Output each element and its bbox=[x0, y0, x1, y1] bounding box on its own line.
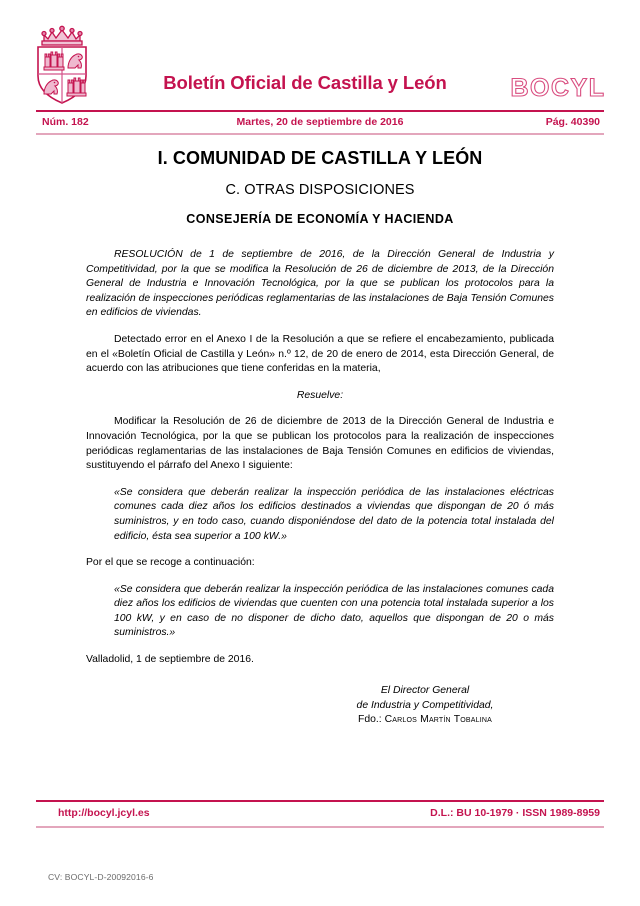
svg-text:BOCYL: BOCYL bbox=[510, 74, 606, 102]
subsection-heading: C. OTRAS DISPOSICIONES bbox=[225, 182, 415, 198]
quote-new-text: «Se considera que deberán realizar la inspección periódica de las instalaciones comunes cada diez años los edificios de viviendas que cuenten con una potencia total instalada superior a los 100 kW, y en caso de no disponer de dicho dato, aquellos que dispongan de 20 o más suministros.» bbox=[114, 583, 554, 639]
masthead bbox=[0, 24, 640, 106]
quote-old-text: «Se considera que deberán realizar la inspección periódica de las instalaciones eléctricas comunes cada diez años los edificios destinados a viviendas que dispongan de 20 ó más suministros, y en todo caso, cuando disponiéndose del dato de la potencia total instalada del edificio, ésta sea superior a 100 kW.» bbox=[114, 486, 554, 542]
page-number: Pág. 40390 bbox=[545, 116, 600, 128]
masthead-title: Boletín Oficial de Castilla y León bbox=[163, 72, 447, 93]
resuelve-label: Resuelve: bbox=[296, 389, 344, 401]
department-heading: CONSEJERÍA DE ECONOMÍA Y HACIENDA bbox=[186, 212, 454, 226]
modify-paragraph: Modificar la Resolución de 26 de diciembre de 2013 de la Dirección General de Industria e Innovación Tecnológica, por la que se publican los protocolos para la realización de inspecciones periódicas reglamentarias de las instalaciones de Baja Tensión Comunes en edificios de viviendas, sustituyendo el párrafo del Anexo I siguiente: bbox=[86, 416, 554, 472]
footer-rule-bottom bbox=[36, 826, 604, 828]
signature-name-line bbox=[300, 713, 550, 728]
document-body bbox=[86, 248, 554, 680]
signature-fdo-label: Fdo.: bbox=[357, 714, 385, 725]
verification-code: CV: BOCYL-D-20092016-6 bbox=[48, 872, 154, 882]
replacement-intro: Por el que se recoge a continuación: bbox=[86, 557, 255, 569]
issue-number: Núm. 182 bbox=[42, 116, 89, 128]
header-rule-top bbox=[36, 110, 604, 112]
header-rule-bottom bbox=[36, 133, 604, 135]
bocyl-logo-icon bbox=[498, 74, 618, 102]
footer-rule-top bbox=[36, 800, 604, 802]
signature-title-line2: de Industria y Competitividad, bbox=[356, 699, 494, 711]
resolution-summary-paragraph: RESOLUCIÓN de 1 de septiembre de 2016, de la Dirección General de Industria y Competitividad, por la que se modifica la Resolución de 26 de diciembre de 2013, de la Dirección General de Industria e Innovación Tecnológica, por la que se publican los protocolos para la realización de inspecciones periódicas reglamentarias de las instalaciones de Baja Tensión Comunes en edificios de viviendas. bbox=[86, 249, 554, 319]
issue-date: Martes, 20 de septiembre de 2016 bbox=[236, 116, 404, 128]
legal-deposit-issn: D.L.: BU 10-1979 · ISSN 1989-8959 bbox=[430, 807, 600, 819]
error-notice-paragraph: Detectado error en el Anexo I de la Resolución a que se refiere el encabezamiento, publicada en el «Boletín Oficial de Castilla y León» n.º 12, de 20 de enero de 2014, esta Dirección General, de acuerdo con las atribuciones que tiene conferidas en la materia, bbox=[86, 333, 554, 375]
footer-bar bbox=[36, 804, 604, 824]
signature-title-line1: El Director General bbox=[380, 685, 470, 696]
signatory-name: Carlos Martín Tobalina bbox=[384, 714, 493, 725]
section-heading: I. COMUNIDAD DE CASTILLA Y LEÓN bbox=[157, 148, 483, 168]
place-and-date: Valladolid, 1 de septiembre de 2016. bbox=[86, 654, 254, 666]
bocyl-website-link[interactable]: http://bocyl.jcyl.es bbox=[58, 807, 150, 819]
header-info-bar bbox=[36, 113, 604, 132]
signature-block bbox=[300, 684, 550, 728]
